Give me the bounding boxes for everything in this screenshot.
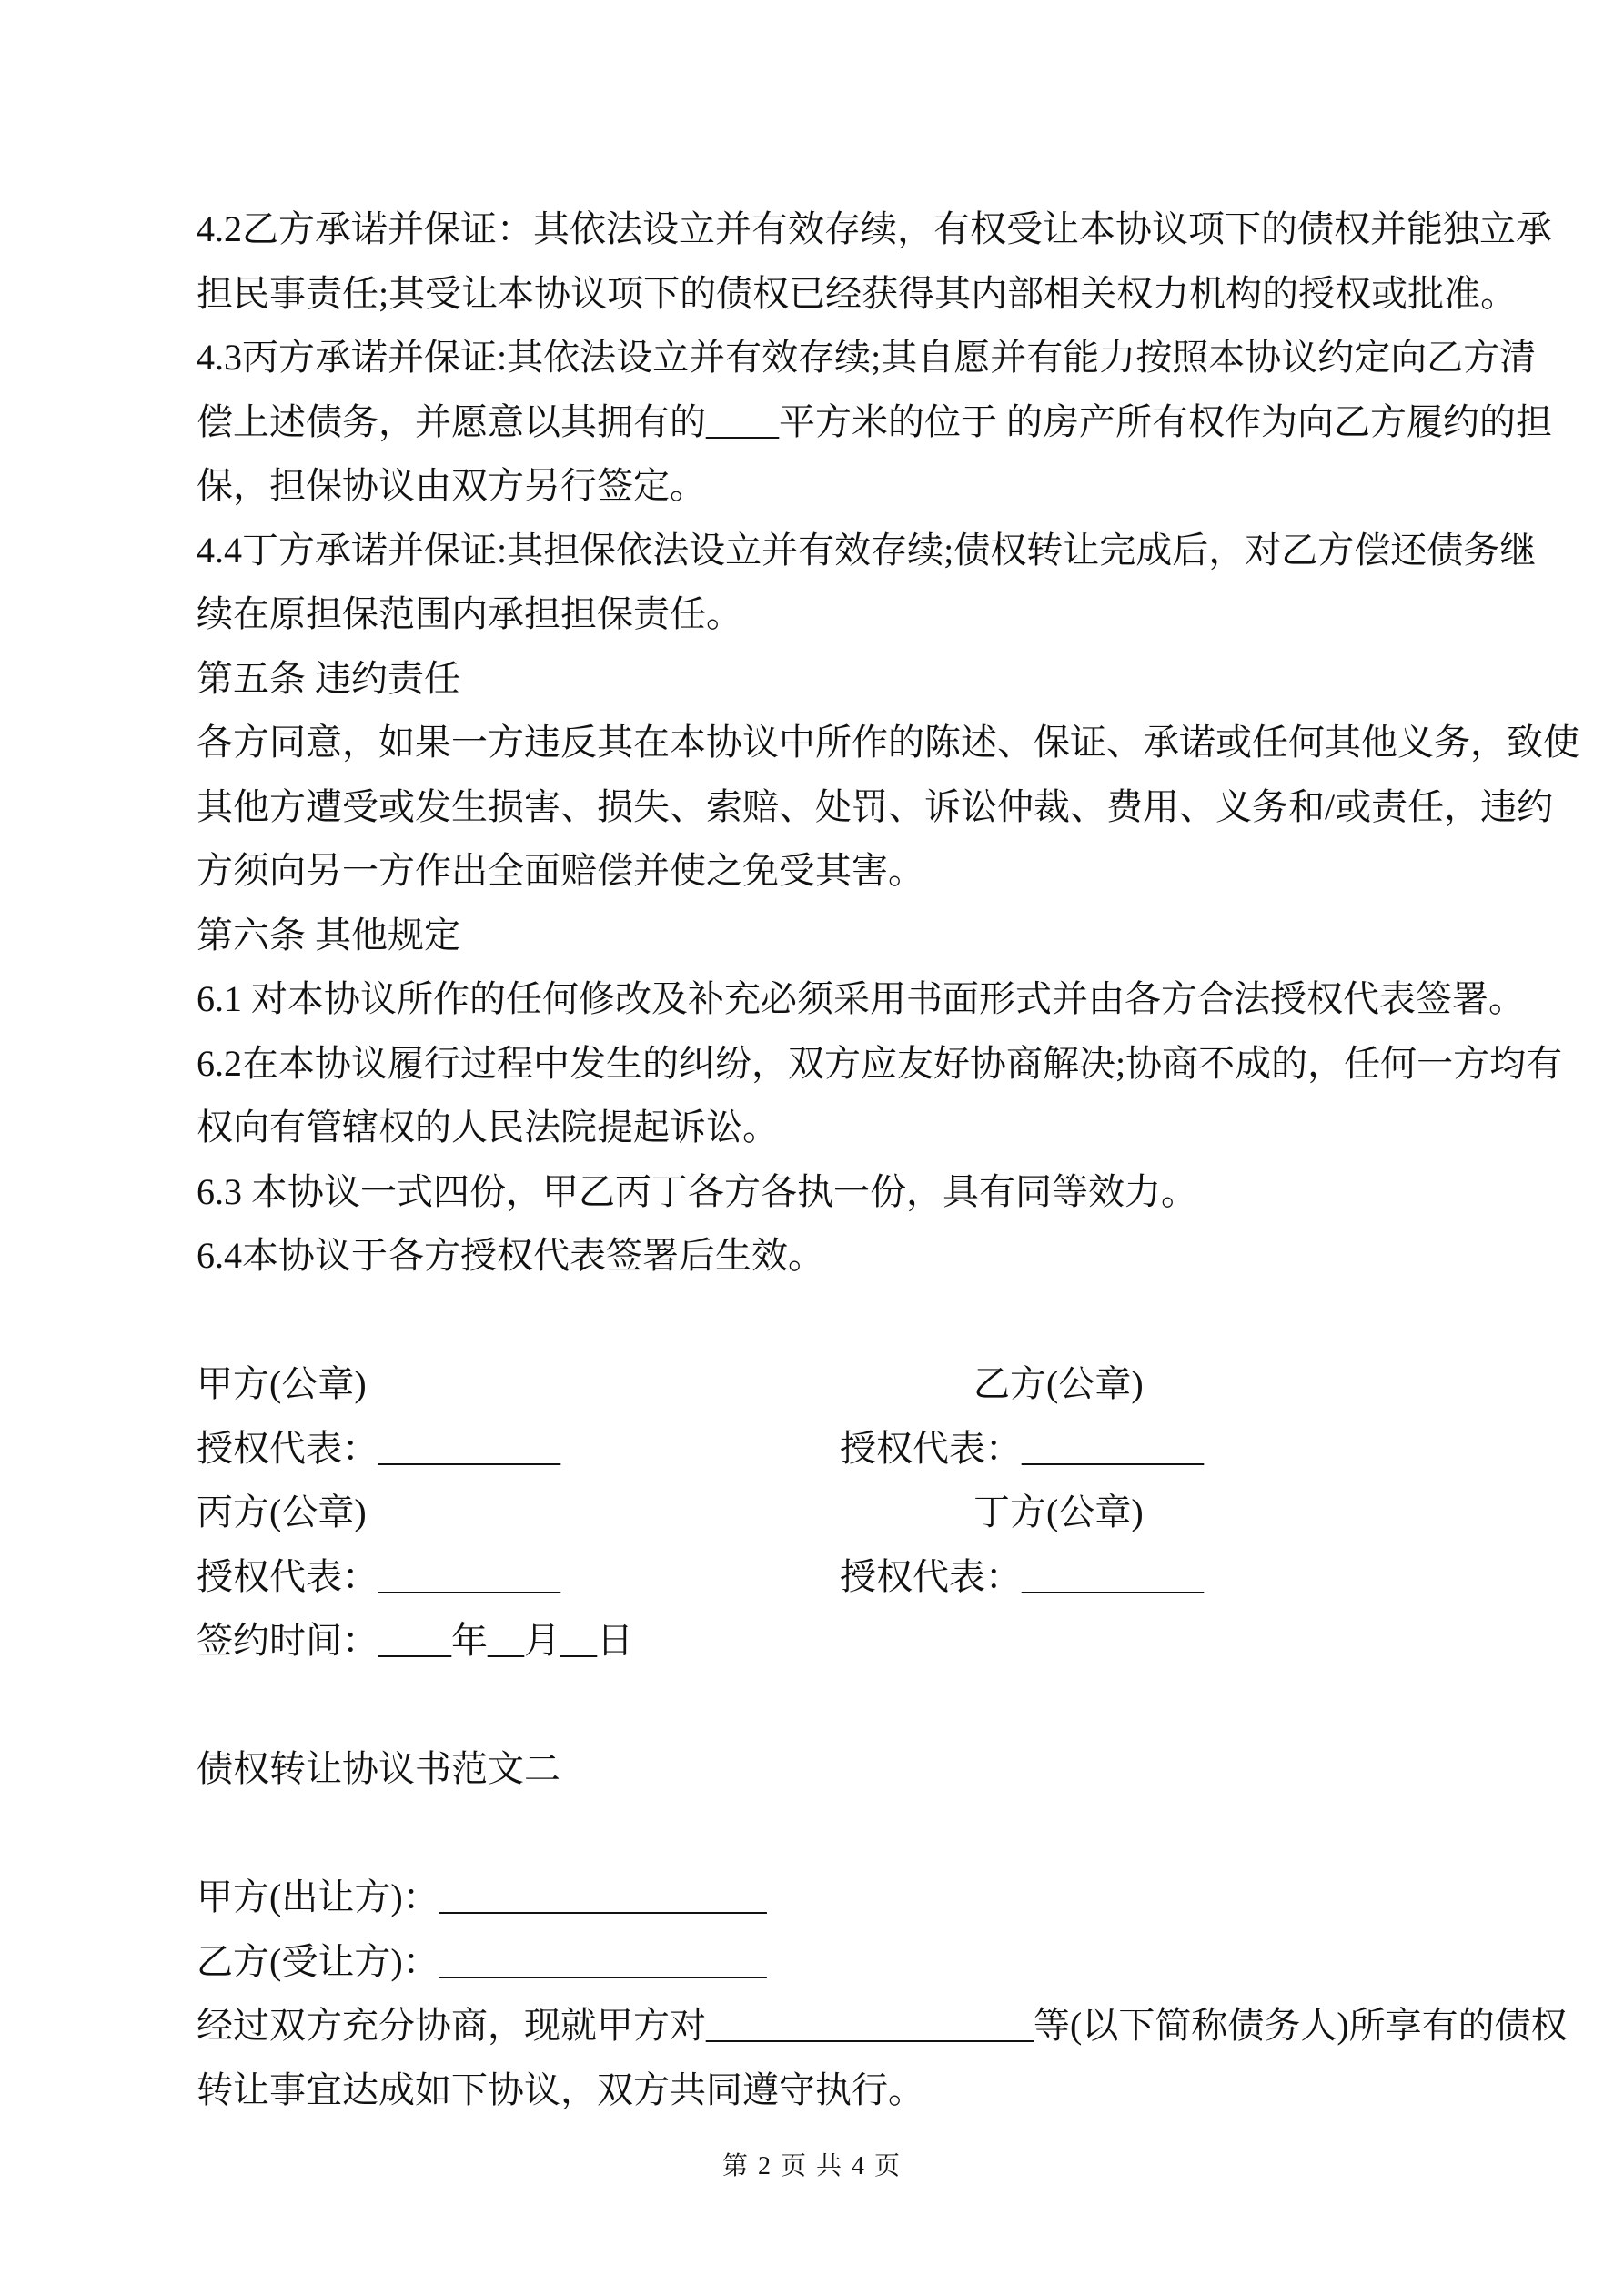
article-5-line: 方须向另一方作出全面赔偿并使之免受其害。 <box>197 850 924 891</box>
clause-4-4-line: 续在原担保范围内承担担保责任。 <box>197 593 742 634</box>
clause-6-2-line: 6.2在本协议履行过程中发生的纠纷，双方应友好协商解决;协商不成的，任何一方均有 <box>197 1042 1563 1084</box>
party-a-rep: 授权代表：__________ <box>197 1427 560 1469</box>
sample-2-title: 债权转让协议书范文二 <box>197 1748 560 1789</box>
party-b-seal: 乙方(公章) <box>973 1363 1144 1404</box>
clause-4-4-line: 4.4丁方承诺并保证:其担保依法设立并有效存续;债权转让完成后，对乙方偿还债务继 <box>197 529 1537 571</box>
signature-row <box>197 1417 1443 1482</box>
party-d-rep: 授权代表：__________ <box>840 1555 1204 1597</box>
clause-6-3: 6.3 本协议一式四份，甲乙丙丁各方各执一份，具有同等效力。 <box>197 1170 1197 1212</box>
party-c-seal: 丙方(公章) <box>197 1492 367 1532</box>
clause-6-4: 6.4本协议于各方授权代表签署后生效。 <box>197 1235 824 1276</box>
article-5-line: 各方同意，如果一方违反其在本协议中所作的陈述、保证、承诺或任何其他义务，致使 <box>197 722 1579 763</box>
clause-6-2-line: 权向有管辖权的人民法院提起诉讼。 <box>197 1107 779 1148</box>
clause-4-2-line: 4.2乙方承诺并保证：其依法设立并有效存续，有权受让本协议项下的债权并能独立承 <box>197 208 1552 249</box>
party-c-rep: 授权代表：__________ <box>197 1555 560 1597</box>
clause-4-3-line: 4.3丙方承诺并保证:其依法设立并有效存续;其自愿并有能力按照本协议约定向乙方清 <box>197 337 1537 378</box>
clause-4-3-line: 偿上述债务，并愿意以其拥有的____平方米的位于 的房产所有权作为向乙方履约的担 <box>197 400 1552 442</box>
signing-date: 签约时间：____年__月__日 <box>197 1620 633 1661</box>
article-6-heading: 第六条 其他规定 <box>197 914 460 956</box>
intro-line: 经过双方充分协商，现就甲方对__________________等(以下简称债务人)所享有的债权 <box>197 2005 1568 2046</box>
signature-row <box>197 1481 1443 1545</box>
document-page <box>197 197 1579 2122</box>
article-5-heading: 第五条 违约责任 <box>197 657 460 699</box>
article-5-line: 其他方遭受或发生损害、损失、索赔、处罚、诉讼仲裁、费用、义务和/或责任，违约 <box>197 785 1554 827</box>
transferee-line: 乙方(受让方)：__________________ <box>197 1940 767 1982</box>
party-b-rep: 授权代表：__________ <box>840 1427 1204 1469</box>
signature-row <box>197 1352 1443 1417</box>
clause-6-1: 6.1 对本协议所作的任何修改及补充必须采用书面形式并由各方合法授权代表签署。 <box>197 978 1525 1019</box>
clause-4-3-line: 保，担保协议由双方另行签定。 <box>197 465 706 506</box>
signature-row <box>197 1545 1443 1610</box>
transferor-line: 甲方(出让方)：__________________ <box>197 1876 767 1917</box>
party-d-seal: 丁方(公章) <box>973 1492 1144 1532</box>
intro-line: 转让事宜达成如下协议，双方共同遵守执行。 <box>197 2068 924 2110</box>
clause-4-2-line: 担民事责任;其受让本协议项下的债权已经获得其内部相关权力机构的授权或批准。 <box>197 272 1518 314</box>
party-a-seal: 甲方(公章) <box>197 1363 367 1404</box>
page-indicator: 第 2 页 共 4 页 <box>721 2152 902 2180</box>
